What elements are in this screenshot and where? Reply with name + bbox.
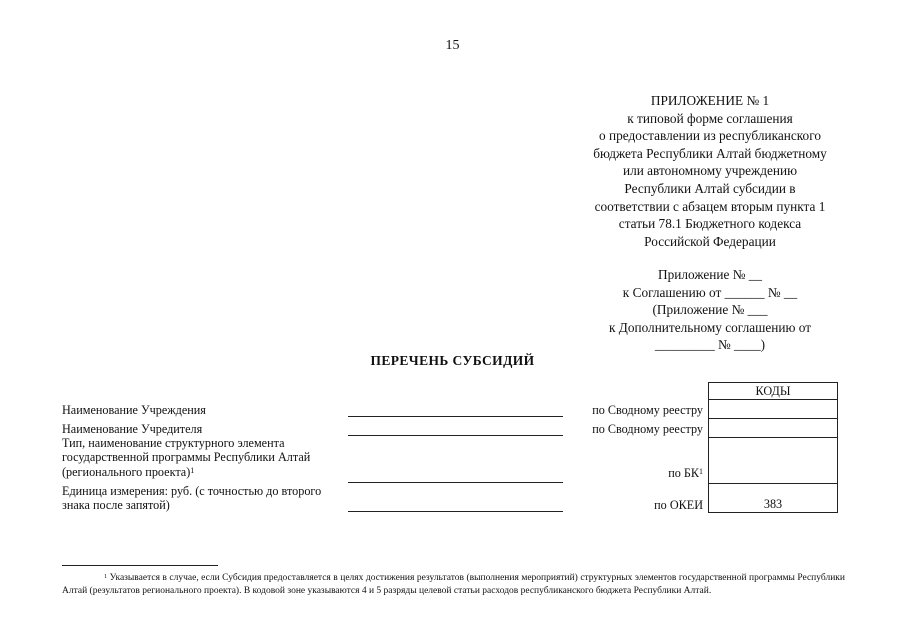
program-element-label	[62, 436, 346, 479]
footnote-number: 1	[104, 573, 108, 580]
annex-reference	[585, 266, 835, 354]
document-title: ПЕРЕЧЕНЬ СУБСИДИЙ	[370, 353, 535, 368]
unit-fill-line[interactable]	[348, 511, 563, 512]
footnote-marker: 1	[190, 465, 195, 475]
codes-divider	[708, 437, 838, 438]
codes-frame	[708, 382, 838, 513]
institution-label: Наименование Учреждения	[62, 403, 206, 417]
codes-divider	[708, 483, 838, 484]
appendix-line: соответствии с абзацем вторым пункта 1	[594, 198, 826, 214]
okei-code-value: 383	[763, 497, 783, 511]
appendix-line: о предоставлении из республиканского	[599, 128, 821, 144]
founder-label: Наименование Учредителя	[62, 422, 203, 436]
annex-line: к Соглашению от ______ № __	[622, 284, 798, 300]
annex-line: Приложение № __	[658, 267, 762, 282]
codes-divider	[708, 418, 838, 419]
appendix-line: Российской Федерации	[644, 233, 776, 249]
codes-header: КОДЫ	[755, 384, 791, 398]
appendix-line: или автономному учреждению	[622, 163, 798, 179]
program-element-fill-line[interactable]	[348, 482, 563, 483]
appendix-line: Республики Алтай субсидии в	[624, 180, 796, 196]
registry-label-2: по Сводному реестру	[592, 422, 703, 436]
bk-label-text: по БК	[668, 466, 700, 480]
registry-label-1: по Сводному реестру	[592, 403, 703, 417]
annex-line: _________ № ____)	[654, 337, 766, 353]
annex-line: к Дополнительному соглашению от	[608, 319, 812, 335]
appendix-line: бюджета Республики Алтай бюджетному	[593, 145, 827, 161]
bk-label	[560, 466, 703, 480]
founder-fill-line[interactable]	[348, 435, 563, 436]
codes-divider	[708, 399, 838, 400]
appendix-header	[560, 92, 860, 250]
footnote	[62, 572, 845, 597]
unit-label: Единица измерения: руб. (с точностью до второго знака после запятой)	[62, 484, 322, 513]
appendix-line: к типовой форме соглашения	[627, 110, 793, 126]
appendix-line: статьи 78.1 Бюджетного кодекса	[618, 216, 802, 232]
footnote-separator	[62, 565, 218, 566]
institution-fill-line[interactable]	[348, 416, 563, 417]
annex-line: (Приложение № ___	[652, 302, 768, 318]
program-element-text: Тип, наименование структурного элемента государственной программы Республики Алтай (регионального проекта)	[62, 436, 311, 479]
okei-label: по ОКЕИ	[654, 498, 703, 512]
footnote-text: Указывается в случае, если Субсидия предоставляется в целях достижения результатов (выполнения мероприятий) структурных элементов государственной программы Республики Алтай (результатов регионального проекта). В кодовой зоне указываются 4 и 5 разряды целевой статьи расходов республиканского бюджета Республики Алтай.	[62, 573, 846, 596]
footnote-marker: 1	[699, 467, 703, 477]
codes-table	[708, 382, 838, 513]
appendix-line: ПРИЛОЖЕНИЕ № 1	[650, 93, 770, 108]
page-number: 15	[445, 38, 460, 53]
